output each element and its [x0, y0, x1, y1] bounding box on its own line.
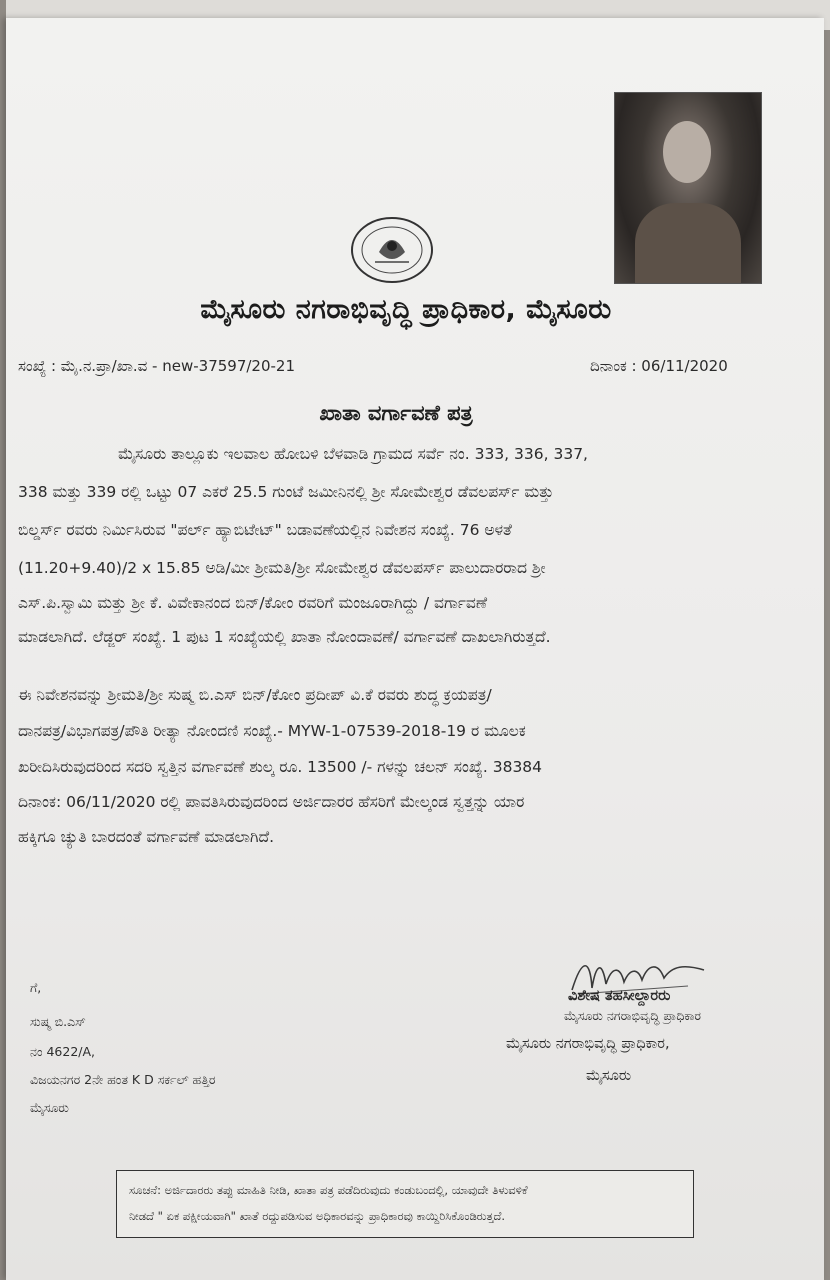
document-page	[6, 18, 824, 1280]
signatory-office: ಮೈಸೂರು ನಗರಾಭಿವೃದ್ಧಿ ಪ್ರಾಧಿಕಾರ	[564, 1008, 702, 1023]
paragraph1-line: ಬಿಲ್ಡರ್ಸ್ ರವರು ನಿರ್ಮಿಸಿರುವ "ಪರ್ಲ್ ಹ್ಯಾಬಿಟೇಟ್" ಬಡಾವಣೆಯಲ್ಲಿನ ನಿವೇಶನ ಸಂಖ್ಯೆ. 76 ಅಳತೆ	[18, 521, 512, 539]
recipient-name: ಸುಷ್ಮ ಬಿ.ಎಸ್	[30, 1014, 86, 1029]
recipient-door-number: ನಂ 4622/A,	[30, 1044, 96, 1059]
notice-box	[116, 1170, 694, 1238]
reference-number: ಸಂಖ್ಯೆ : ಮೈ.ನ.ಪ್ರಾ/ಖಾ.ವ - new-37597/20-21	[18, 357, 296, 375]
recipient-locality: ವಿಜಯನಗರ 2ನೇ ಹಂತ K D ಸರ್ಕಲ್ ಹತ್ತಿರ	[30, 1072, 216, 1087]
paragraph1-line: ಎಸ್.ಪಿ.ಸ್ವಾಮಿ ಮತ್ತು ಶ್ರೀ ಕೆ. ವಿವೇಕಾನಂದ ಬಿನ್/ಕೋಂ ರವರಿಗೆ ಮಂಜೂರಾಗಿದ್ದು / ವರ್ಗಾವಣೆ	[18, 594, 488, 612]
signatory-authority: ಮೈಸೂರು ನಗರಾಭಿವೃದ್ಧಿ ಪ್ರಾಧಿಕಾರ,	[506, 1036, 670, 1052]
page-title: ಮೈಸೂರು ನಗರಾಭಿವೃದ್ಧಿ ಪ್ರಾಧಿಕಾರ, ಮೈಸೂರು	[200, 294, 612, 325]
recipient-city: ಮೈಸೂರು	[30, 1100, 69, 1115]
issue-date: ದಿನಾಂಕ : 06/11/2020	[590, 357, 728, 375]
paragraph2-line: ದಾನಪತ್ರ/ವಿಭಾಗಪತ್ರ/ಪೌತಿ ರೀತ್ಯಾ ನೋಂದಣಿ ಸಂಖ್ಯೆ.- MYW-1-07539-2018-19 ರ ಮೂಲಕ	[18, 722, 526, 740]
recipient-to: ಗೆ,	[30, 980, 42, 995]
paragraph2-line: ಹಕ್ಕಿಗೂ ಚ್ಯುತಿ ಬಾರದಂತೆ ವರ್ಗಾವಣೆ ಮಾಡಲಾಗಿದೆ.	[18, 828, 275, 846]
signatory-city: ಮೈಸೂರು	[586, 1068, 632, 1084]
notice-line: ಸೂಚನೆ: ಅರ್ಜಿದಾರರು ತಪ್ಪು ಮಾಹಿತಿ ನೀಡಿ, ಖಾತಾ ಪತ್ರ ಪಡೆದಿರುವುದು ಕಂಡುಬಂದಲ್ಲಿ, ಯಾವುದೇ ತಿಳುವಳಿಕೆ	[129, 1183, 528, 1197]
notice-line: ನೀಡದೆ " ಏಕ ಪಕ್ಷೀಯವಾಗಿ" ಖಾತೆ ರದ್ದುಪಡಿಸುವ ಅಧಿಕಾರವನ್ನು ಪ್ರಾಧಿಕಾರವು ಕಾಯ್ದಿರಿಸಿಕೊಂಡಿರುತ್ತದೆ.	[129, 1209, 506, 1223]
signatory-designation: ವಿಶೇಷ ತಹಸೀಲ್ದಾರರು	[568, 988, 671, 1004]
paragraph1-line: ಮಾಡಲಾಗಿದೆ. ಲೆಡ್ಜರ್ ಸಂಖ್ಯೆ. 1 ಪುಟ 1 ಸಂಖ್ಯೆಯಲ್ಲಿ ಖಾತಾ ನೋಂದಾವಣೆ/ ವರ್ಗಾವಣೆ ದಾಖಲಾಗಿರುತ್ತದೆ.	[18, 628, 551, 646]
authority-seal-icon	[349, 216, 435, 284]
paragraph1-line: ಮೈಸೂರು ತಾಲ್ಲೂಕು ಇಲವಾಲ ಹೋಬಳಿ ಬೆಳವಾಡಿ ಗ್ರಾಮದ ಸರ್ವೆ ನಂ. 333, 336, 337,	[118, 445, 588, 463]
document-subtitle: ಖಾತಾ ವರ್ಗಾವಣೆ ಪತ್ರ	[319, 401, 473, 425]
applicant-photo	[614, 92, 762, 284]
paragraph2-line: ದಿನಾಂಕ: 06/11/2020 ರಲ್ಲಿ ಪಾವತಿಸಿರುವುದರಿಂದ ಅರ್ಜಿದಾರರ ಹೆಸರಿಗೆ ಮೇಲ್ಕಂಡ ಸ್ವತ್ತನ್ನು ಯಾರ	[18, 793, 525, 811]
paragraph1-line: 338 ಮತ್ತು 339 ರಲ್ಲಿ ಒಟ್ಟು 07 ಎಕರೆ 25.5 ಗುಂಟೆ ಜಮೀನಿನಲ್ಲಿ ಶ್ರೀ ಸೋಮೇಶ್ವರ ಡೆವಲಪರ್ಸ್ ಮತ್ತು	[18, 483, 554, 501]
paragraph2-line: ಖರೀದಿಸಿರುವುದರಿಂದ ಸದರಿ ಸ್ವತ್ತಿನ ವರ್ಗಾವಣೆ ಶುಲ್ಕ ರೂ. 13500 /- ಗಳನ್ನು ಚಲನ್ ಸಂಖ್ಯೆ. 38384	[18, 758, 543, 776]
paragraph1-line: (11.20+9.40)/2 x 15.85 ಅಡಿ/ಮೀ ಶ್ರೀಮತಿ/ಶ್ರೀ ಸೋಮೇಶ್ವರ ಡೆವಲಪರ್ಸ್ ಪಾಲುದಾರರಾದ ಶ್ರೀ	[18, 559, 546, 577]
paragraph2-line: ಈ ನಿವೇಶನವನ್ನು ಶ್ರೀಮತಿ/ಶ್ರೀ ಸುಷ್ಮ ಬಿ.ಎಸ್ ಬಿನ್/ಕೋಂ ಪ್ರದೀಪ್ ವಿ.ಕೆ ರವರು ಶುದ್ಧ ಕ್ರಯಪತ್ರ/	[18, 686, 492, 704]
